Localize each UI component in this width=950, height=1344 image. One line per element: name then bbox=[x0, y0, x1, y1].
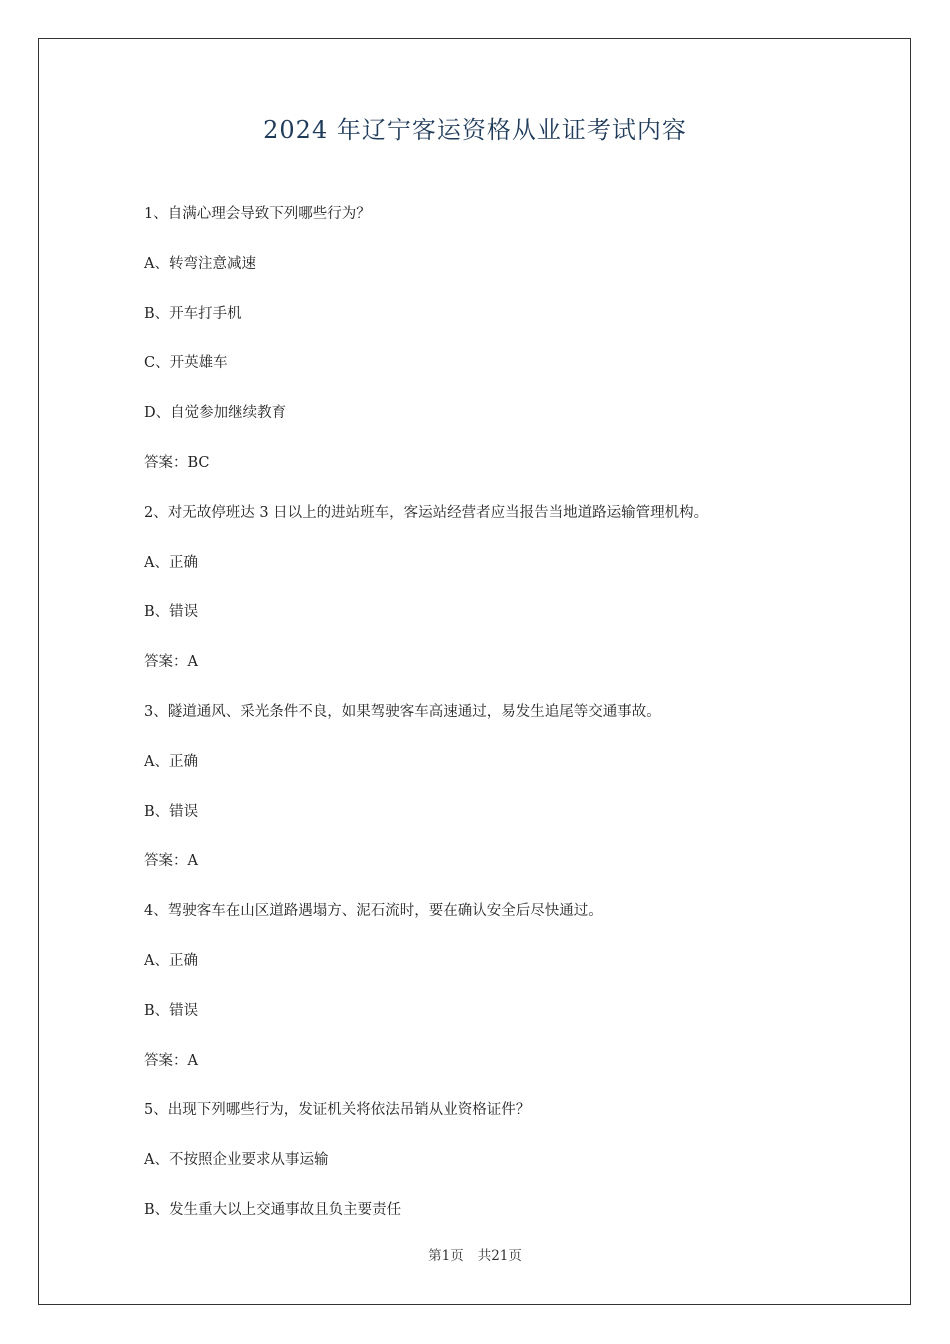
question-1-option-d: D、自觉参加继续教育 bbox=[144, 405, 287, 422]
question-2-option-b: B、错误 bbox=[144, 604, 199, 621]
question-1-answer: 答案：BC bbox=[144, 454, 210, 471]
question-2-answer: 答案：A bbox=[144, 654, 198, 671]
question-4-text: 4、驾驶客车在山区道路遇塌方、泥石流时，要在确认安全后尽快通过。 bbox=[144, 903, 603, 920]
question-5-option-a: A、不按照企业要求从事运输 bbox=[144, 1152, 329, 1169]
document-title: 2024 年辽宁客运资格从业证考试内容 bbox=[263, 116, 687, 144]
question-3-text: 3、隧道通风、采光条件不良，如果驾驶客车高速通过，易发生追尾等交通事故。 bbox=[144, 703, 661, 720]
question-5-text: 5、出现下列哪些行为，发证机关将依法吊销从业资格证件？ bbox=[144, 1102, 531, 1119]
question-2-option-a: A、正确 bbox=[144, 554, 198, 571]
question-5-option-b: B、发生重大以上交通事故且负主要责任 bbox=[144, 1201, 402, 1218]
page-footer bbox=[0, 1246, 950, 1266]
question-1-text: 1、自满心理会导致下列哪些行为？ bbox=[144, 206, 371, 222]
document-body bbox=[144, 200, 844, 1246]
question-3-option-a: A、正确 bbox=[144, 753, 198, 770]
page-number: 第1页 bbox=[428, 1248, 464, 1264]
question-3-option-b: B、错误 bbox=[144, 803, 199, 820]
question-4-option-a: A、正确 bbox=[144, 952, 198, 969]
page-total: 共21页 bbox=[477, 1248, 522, 1264]
question-2-text: 2、对无故停班达 3 日以上的进站班车，客运站经营者应当报告当地道路运输管理机构。 bbox=[144, 504, 709, 521]
question-1-option-c: C、开英雄车 bbox=[144, 355, 228, 372]
question-3-answer: 答案：A bbox=[144, 853, 198, 870]
question-1-option-a: A、转弯注意减速 bbox=[144, 255, 256, 272]
question-4-answer: 答案：A bbox=[144, 1052, 198, 1069]
question-4-option-b: B、错误 bbox=[144, 1002, 199, 1019]
question-1-option-b: B、开车打手机 bbox=[144, 305, 242, 322]
